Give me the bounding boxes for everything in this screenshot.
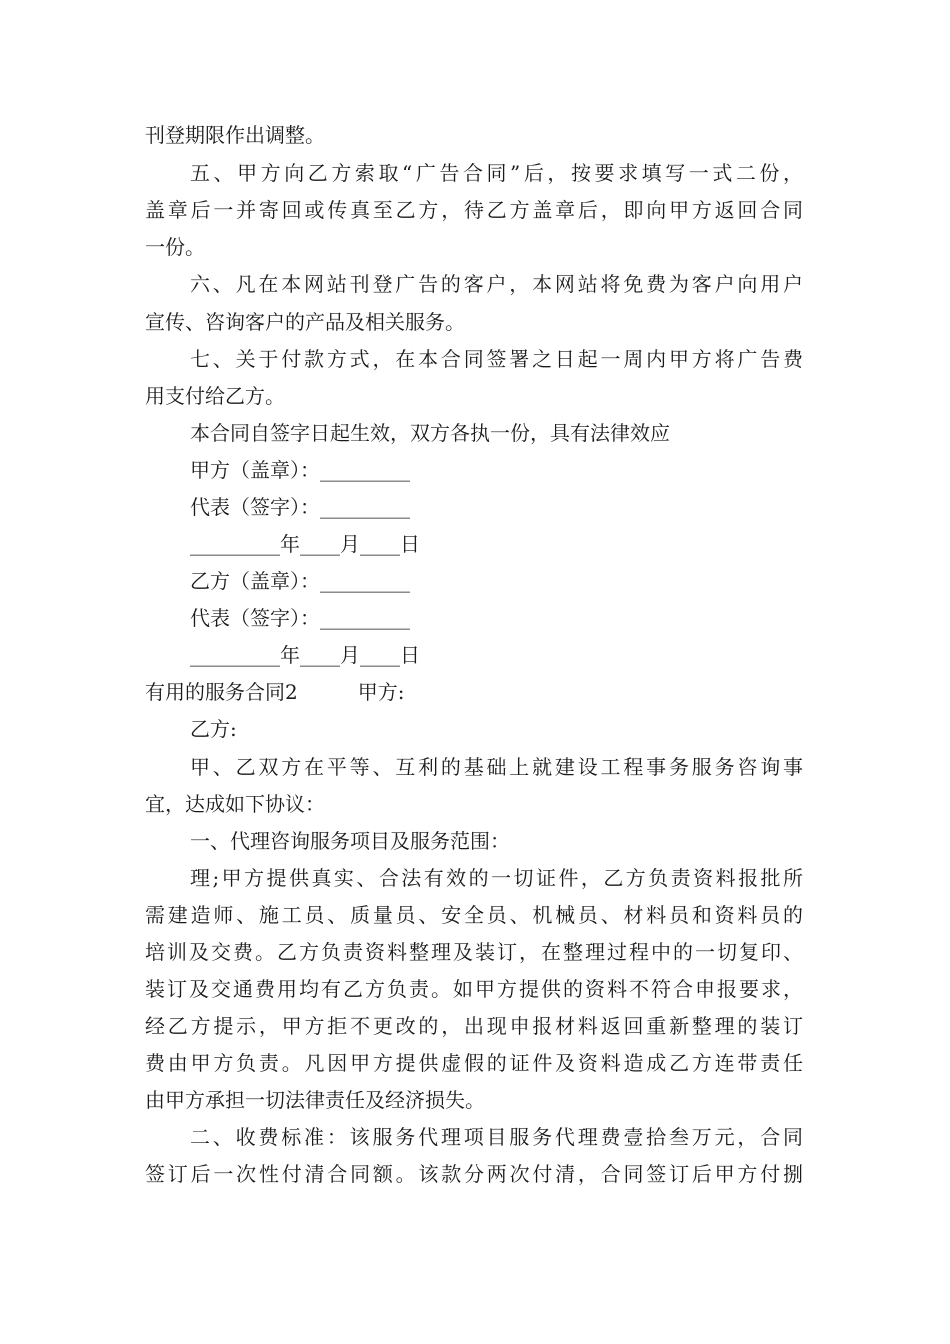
text-line: 培训及交费。乙方负责资料整理及装订，在整理过程中的一切复印、 (145, 940, 803, 964)
text-line: 甲、乙双方在平等、互利的基础上就建设工程事务服务咨询事 (190, 755, 803, 779)
text-line: 理;甲方提供真实、合法有效的一切证件，乙方负责资料报批所 (190, 866, 803, 890)
text-line: 费由甲方负责。凡因甲方提供虚假的证件及资料造成乙方连带责任 (145, 1051, 803, 1075)
section-title: 有用的服务合同2 (145, 680, 298, 704)
text-line: 二、收费标准：该服务代理项目服务代理费壹拾叁万元，合同 (190, 1125, 803, 1149)
section-heading (145, 678, 404, 706)
text-line: 由甲方承担一切法律责任及经济损失。 (145, 1088, 485, 1112)
text-line: 一、代理咨询服务项目及服务范围： (190, 829, 510, 853)
signature-representative-a: 代表（签字）：_________ (190, 495, 410, 519)
text-line: 六、凡在本网站刊登广告的客户，本网站将免费为客户向用户 (190, 272, 803, 296)
text-line: 一份。 (145, 235, 205, 259)
party-b-label: 乙方: (190, 717, 237, 741)
signature-date-b: _________年____月____日 (190, 643, 420, 667)
text-line: 本合同自签字日起生效，双方各执一份，具有法律效应 (190, 421, 670, 445)
text-line: 五、甲方向乙方索取“广告合同”后，按要求填写一式二份， (190, 161, 803, 185)
text-line: 宣传、咨询客户的产品及相关服务。 (145, 310, 465, 334)
text-line: 签订后一次性付清合同额。该款分两次付清，合同签订后甲方付捌 (145, 1162, 803, 1186)
party-a-label: 甲方: (357, 680, 405, 704)
text-line: 装订及交通费用均有乙方负责。如甲方提供的资料不符合申报要求， (145, 977, 803, 1001)
signature-date-a: _________年____月____日 (190, 532, 420, 556)
signature-representative-b: 代表（签字）：_________ (190, 606, 410, 630)
signature-party-a: 甲方（盖章）：_________ (190, 458, 410, 482)
text-line: 七、关于付款方式，在本合同签署之日起一周内甲方将广告费 (190, 347, 803, 371)
text-line: 需建造师、施工员、质量员、安全员、机械员、材料员和资料员的 (145, 903, 803, 927)
text-line: 经乙方提示，甲方拒不更改的，出现申报材料返回重新整理的装订 (145, 1014, 803, 1038)
text-line: 盖章后一并寄回或传真至乙方，待乙方盖章后，即向甲方返回合同 (145, 198, 803, 222)
text-line: 刊登期限作出调整。 (145, 123, 325, 147)
signature-party-b: 乙方（盖章）：_________ (190, 569, 410, 593)
text-line: 宜，达成如下协议： (145, 792, 325, 816)
text-line: 用支付给乙方。 (145, 384, 285, 408)
